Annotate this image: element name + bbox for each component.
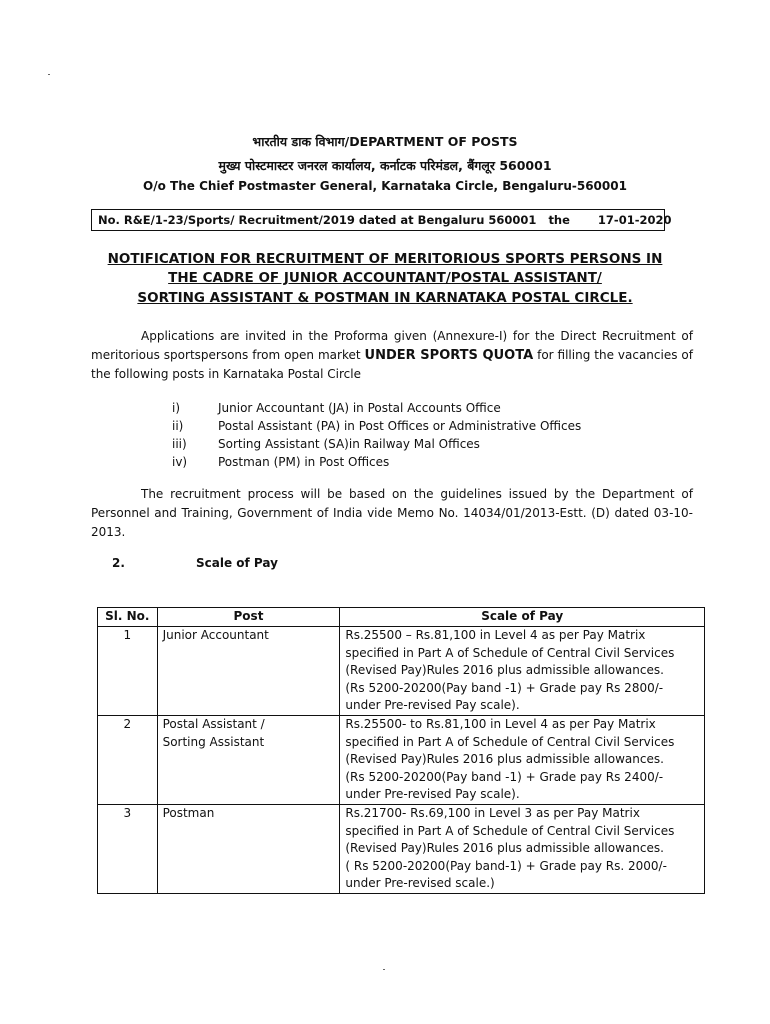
list-item-text: Junior Accountant (JA) in Postal Accounts Office bbox=[218, 401, 501, 415]
list-item bbox=[172, 435, 581, 453]
notification-title-line-1: NOTIFICATION FOR RECRUITMENT OF MERITORIOUS SPORTS PERSONS IN bbox=[107, 251, 663, 267]
scale-line: (Revised Pay)Rules 2016 plus admissible allowances. bbox=[345, 841, 664, 856]
scale-line: (Rs 5200-20200(Pay band -1) + Grade pay Rs 2400/- bbox=[345, 769, 664, 784]
cell-post bbox=[157, 804, 340, 893]
sports-quota-emphasis: UNDER SPORTS QUOTA bbox=[364, 348, 534, 363]
table-header-row bbox=[98, 608, 705, 627]
intro-text-part-2: for filling the vacancies of the following posts in Karnataka Postal Circle bbox=[91, 348, 693, 381]
list-item-text: Postman (PM) in Post Offices bbox=[218, 455, 390, 469]
cell-scale-of-pay bbox=[340, 715, 705, 804]
reference-box bbox=[91, 209, 672, 231]
list-item bbox=[172, 399, 581, 417]
cell-sl-no: 2 bbox=[98, 715, 158, 804]
cell-post bbox=[157, 715, 340, 804]
scale-of-pay-table bbox=[97, 607, 705, 894]
reference-number: No. R&E/1-23/Sports/ Recruitment/2019 dated at Bengaluru 560001 bbox=[98, 213, 537, 227]
intro-text-part-1: Applications are invited in the Proforma given (Annexure-I) for the Direct Recruitment of meritorious sportspersons from open market bbox=[91, 329, 693, 362]
scale-line: Rs.25500 – Rs.81,100 in Level 4 as per Pay Matrix bbox=[345, 628, 646, 642]
column-header-post: Post bbox=[157, 608, 340, 627]
table-row bbox=[98, 627, 705, 716]
process-text: The recruitment process will be based on the guidelines issued by the Department of Personnel and Training, Government of India vide Memo No. 14034/01/2013-Estt. (D) dated 03-10-2013. bbox=[91, 487, 693, 539]
scale-line: under Pre-revised scale.) bbox=[345, 876, 495, 891]
table-row bbox=[98, 715, 705, 804]
scale-line: Rs.25500- to Rs.81,100 in Level 4 as per Pay Matrix bbox=[345, 716, 656, 731]
scale-line: (Revised Pay)Rules 2016 plus admissible allowances. bbox=[345, 752, 664, 767]
header-office-hindi: मुख्य पोस्टमास्टर जनरल कार्यालय, कर्नाटक परिमंडल, बैंगलूर 560001 bbox=[218, 158, 552, 173]
cell-sl-no: 1 bbox=[98, 627, 158, 716]
reference-the-label: the bbox=[548, 213, 570, 227]
post-line: Postman bbox=[162, 805, 215, 820]
scale-line: (Revised Pay)Rules 2016 plus admissible allowances. bbox=[345, 663, 664, 678]
process-paragraph bbox=[91, 485, 693, 542]
post-line: Junior Accountant bbox=[162, 628, 269, 642]
header-department: भारतीय डाक विभाग/DEPARTMENT OF POSTS bbox=[252, 134, 518, 149]
section-number: 2. bbox=[112, 556, 125, 570]
posts-list bbox=[172, 399, 581, 471]
scale-line: under Pre-revised Pay scale). bbox=[345, 698, 520, 713]
list-item-text: Postal Assistant (PA) in Post Offices or Administrative Offices bbox=[218, 419, 582, 433]
scale-line: Rs.21700- Rs.69,100 in Level 3 as per Pay Matrix bbox=[345, 805, 640, 820]
cell-sl-no: 3 bbox=[98, 804, 158, 893]
column-header-sl-no: Sl. No. bbox=[98, 608, 158, 627]
list-item-number: iv) bbox=[172, 455, 188, 469]
section-title: Scale of Pay bbox=[196, 556, 278, 570]
scale-line: ( Rs 5200-20200(Pay band-1) + Grade pay Rs. 2000/- bbox=[345, 858, 667, 873]
cell-scale-of-pay bbox=[340, 804, 705, 893]
notification-title-line-3: SORTING ASSISTANT & POSTMAN IN KARNATAKA POSTAL CIRCLE. bbox=[137, 290, 633, 306]
list-item-number: i) bbox=[172, 401, 181, 415]
scale-line: under Pre-revised Pay scale). bbox=[345, 787, 520, 802]
column-header-scale-of-pay: Scale of Pay bbox=[340, 608, 705, 627]
list-item-number: iii) bbox=[172, 437, 187, 451]
list-item-number: ii) bbox=[172, 419, 184, 433]
scale-line: specified in Part A of Schedule of Central Civil Services bbox=[345, 823, 675, 838]
post-line: Postal Assistant / bbox=[162, 716, 265, 731]
cell-scale-of-pay bbox=[340, 627, 705, 716]
list-item bbox=[172, 417, 581, 435]
cell-post bbox=[157, 627, 340, 716]
intro-paragraph bbox=[91, 327, 693, 384]
scale-line: (Rs 5200-20200(Pay band -1) + Grade pay Rs 2800/- bbox=[345, 680, 664, 695]
scan-speck bbox=[383, 969, 385, 970]
post-line: Sorting Assistant bbox=[162, 734, 265, 749]
header-office-english: O/o The Chief Postmaster General, Karnataka Circle, Bengaluru-560001 bbox=[143, 179, 627, 193]
reference-date: 17-01-2020 bbox=[597, 213, 672, 227]
scale-line: specified in Part A of Schedule of Central Civil Services bbox=[345, 645, 675, 660]
table-row bbox=[98, 804, 705, 893]
notification-title-line-2: THE CADRE OF JUNIOR ACCOUNTANT/POSTAL ASSISTANT/ bbox=[168, 270, 602, 286]
scan-speck bbox=[48, 74, 50, 75]
list-item bbox=[172, 453, 581, 471]
scale-line: specified in Part A of Schedule of Central Civil Services bbox=[345, 734, 675, 749]
list-item-text: Sorting Assistant (SA)in Railway Mal Offices bbox=[218, 437, 480, 451]
